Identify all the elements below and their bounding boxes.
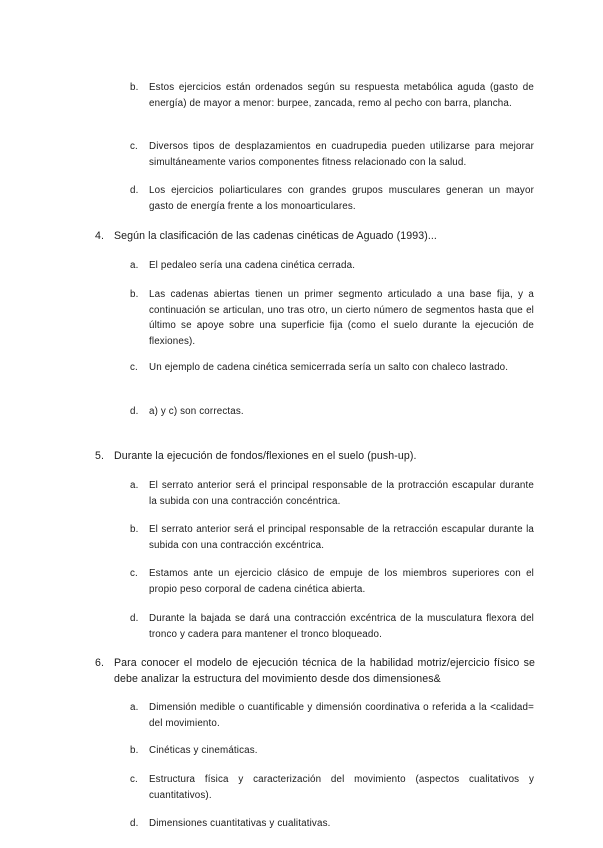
option-text: Durante la bajada se dará una contracción excéntrica de la musculatura flexora del tronco y cadera para mantener el tronco bloqueado. bbox=[149, 613, 534, 640]
q5-option-a bbox=[130, 478, 534, 509]
option-letter: b. bbox=[130, 289, 139, 300]
question-text: Para conocer el modelo de ejecución técnica de la habilidad motriz/ejercicio físico se debe analizar la estructura del movimiento desde dos dimensiones& bbox=[114, 657, 535, 685]
q3-option-c bbox=[130, 139, 534, 170]
option-letter: a. bbox=[130, 480, 139, 491]
question-text: Según la clasificación de las cadenas cinéticas de Aguado (1993)... bbox=[114, 230, 437, 242]
q3-option-d bbox=[130, 183, 534, 214]
q6-option-c bbox=[130, 772, 534, 803]
q6-option-d bbox=[130, 816, 534, 832]
option-letter: c. bbox=[130, 141, 138, 152]
option-text: Dimensión medible o cuantificable y dimensión coordinativa o referida a la <calidad= del movimiento. bbox=[149, 702, 534, 729]
question-number: 6. bbox=[95, 657, 105, 669]
option-letter: a. bbox=[130, 260, 139, 271]
option-text: Estos ejercicios están ordenados según su respuesta metabólica aguda (gasto de energía) de mayor a menor: burpee, zancada, remo al pecho con barra, plancha. bbox=[149, 82, 534, 109]
question-text: Durante la ejecución de fondos/flexiones en el suelo (push-up). bbox=[114, 450, 417, 462]
option-text: Dimensiones cuantitativas y cualitativas. bbox=[149, 818, 331, 829]
option-letter: c. bbox=[130, 362, 138, 373]
option-text: Estructura física y caracterización del movimiento (aspectos cualitativos y cuantitativos). bbox=[149, 774, 534, 801]
q4-option-a bbox=[130, 258, 534, 274]
option-letter: d. bbox=[130, 185, 139, 196]
option-letter: b. bbox=[130, 524, 139, 535]
option-letter: a. bbox=[130, 702, 139, 713]
option-letter: c. bbox=[130, 568, 138, 579]
q4-option-d bbox=[130, 404, 534, 420]
option-text: El pedaleo sería una cadena cinética cerrada. bbox=[149, 260, 356, 271]
question-number: 5. bbox=[95, 450, 105, 462]
q4-option-c bbox=[130, 360, 534, 376]
question-5 bbox=[95, 448, 535, 464]
option-letter: b. bbox=[130, 745, 139, 756]
question-4 bbox=[95, 228, 535, 244]
q5-option-c bbox=[130, 566, 534, 597]
option-letter: b. bbox=[130, 82, 139, 93]
option-text: Las cadenas abiertas tienen un primer segmento articulado a una base fija, y a continuación se articulan, uno tras otro, un cierto número de segmentos hasta que el último se apoye sobre una superficie fija (como el suelo durante la ejecución de flexiones). bbox=[149, 289, 534, 347]
q6-option-a bbox=[130, 700, 534, 731]
option-text: El serrato anterior será el principal responsable de la retracción escapular durante la subida con una contracción excéntrica. bbox=[149, 524, 534, 551]
option-letter: d. bbox=[130, 818, 139, 829]
q5-option-d bbox=[130, 611, 534, 642]
option-text: Los ejercicios poliarticulares con grandes grupos musculares generan un mayor gasto de energía frente a los monoarticulares. bbox=[149, 185, 534, 212]
q5-option-b bbox=[130, 522, 534, 553]
option-text: El serrato anterior será el principal responsable de la protracción escapular durante la subida con una contracción concéntrica. bbox=[149, 480, 534, 507]
question-number: 4. bbox=[95, 230, 105, 242]
option-letter: c. bbox=[130, 774, 138, 785]
option-text: Cinéticas y cinemáticas. bbox=[149, 745, 258, 756]
option-text: Un ejemplo de cadena cinética semicerrada sería un salto con chaleco lastrado. bbox=[149, 362, 509, 373]
option-letter: d. bbox=[130, 406, 139, 417]
q3-option-b bbox=[130, 80, 534, 111]
option-text: Estamos ante un ejercicio clásico de empuje de los miembros superiores con el propio peso corporal de cadena cinética abierta. bbox=[149, 568, 534, 595]
q6-option-b bbox=[130, 743, 534, 759]
option-text: a) y c) son correctas. bbox=[149, 406, 244, 417]
option-text: Diversos tipos de desplazamientos en cuadrupedia pueden utilizarse para mejorar simultáneamente varios componentes fitness relacionado con la salud. bbox=[149, 141, 534, 168]
q4-option-b bbox=[130, 287, 534, 349]
question-6 bbox=[95, 655, 535, 687]
option-letter: d. bbox=[130, 613, 139, 624]
